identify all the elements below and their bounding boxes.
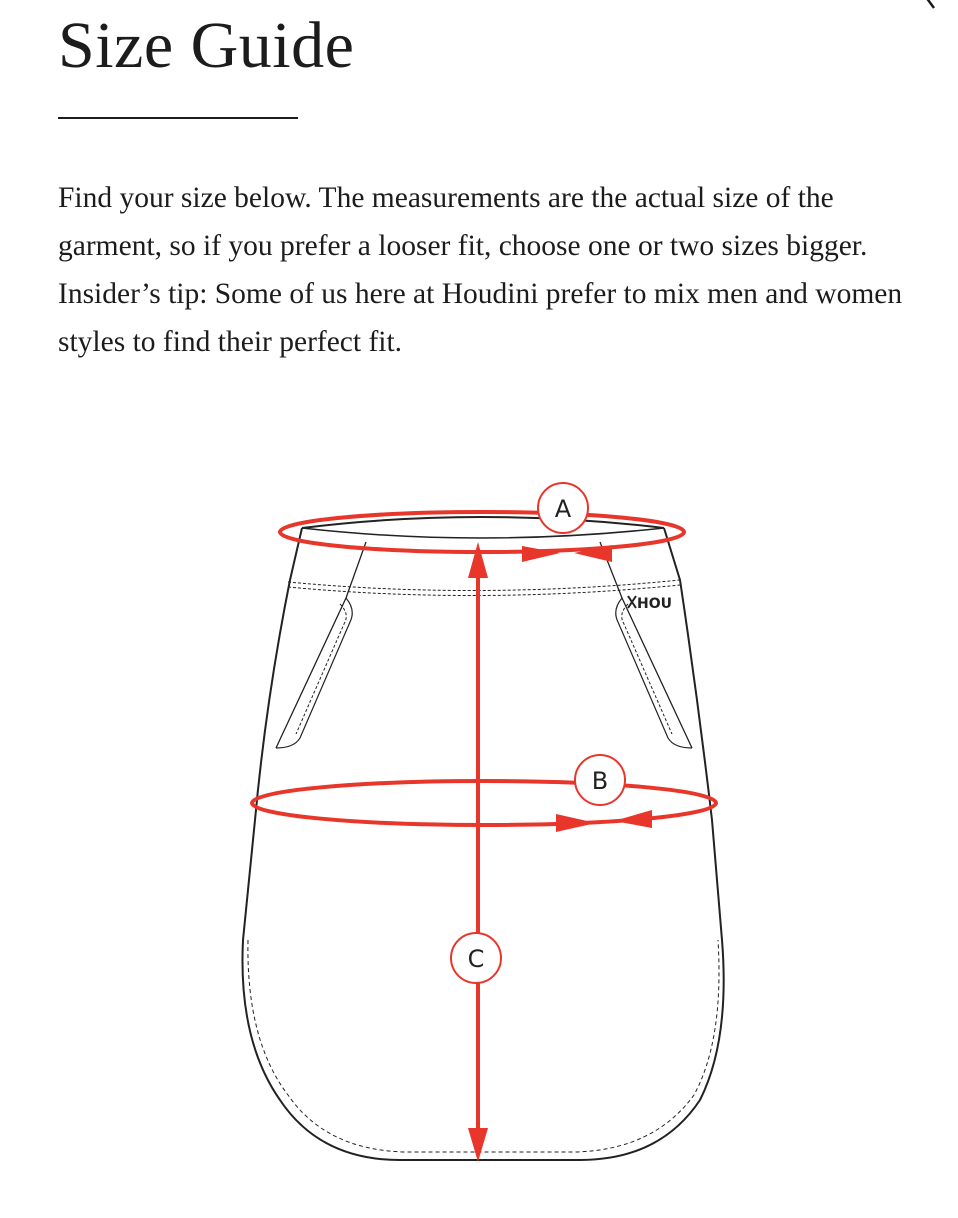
garment-logo <box>628 596 672 612</box>
page-title: Size Guide <box>58 9 355 82</box>
arrow-right-icon <box>556 814 596 832</box>
close-icon <box>900 0 940 12</box>
garment-outline <box>242 517 723 1160</box>
arrow-right-icon <box>522 546 560 562</box>
measure-waist <box>280 483 684 562</box>
close-button[interactable] <box>900 0 940 12</box>
arrow-down-icon <box>468 1128 488 1162</box>
marker-c-label: C <box>467 945 485 973</box>
arrow-up-icon <box>468 542 488 578</box>
intro-text: Find your size below. The measurements are the actual size of the garment, so if you prefer a looser fit, choose one or two sizes bigger. Insider’s tip: Some of us here at Houdini prefer to mix men and women styles to find their perfect fit. <box>58 182 903 358</box>
logo-mark-icon <box>628 596 636 608</box>
marker-a-label: A <box>554 495 572 523</box>
measure-length <box>451 542 501 1162</box>
marker-b-label: B <box>591 767 609 795</box>
size-guide-diagram <box>0 470 958 1190</box>
logo-text: HOU <box>637 596 672 612</box>
title-divider <box>58 117 298 119</box>
measure-hip <box>252 755 716 832</box>
